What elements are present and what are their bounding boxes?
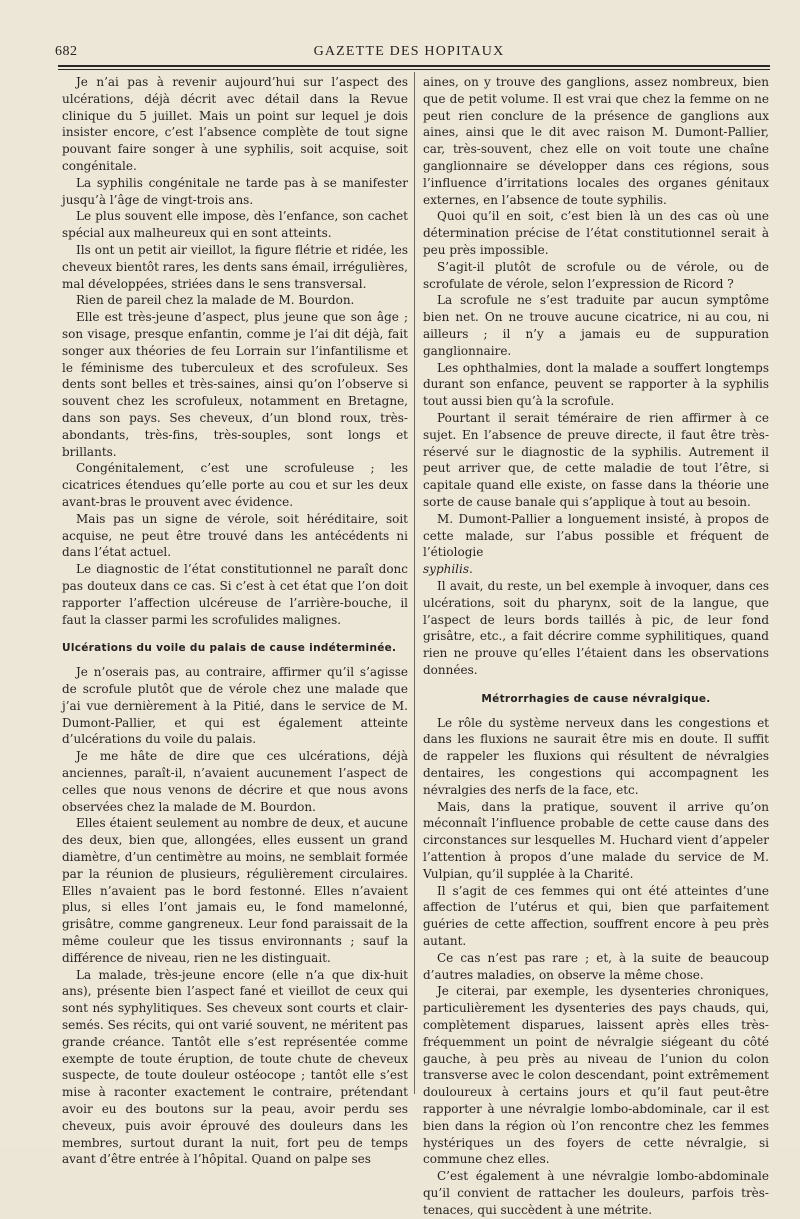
left-paragraphs-a xyxy=(62,74,408,628)
paragraph: Le diagnostic de l’état constitutionnel ne paraît donc pas douteux dans ce cas. Si c’est à cet état que l’on doit rapporter l’affection ulcéreuse de l’arrière-bouche, il faut la classer parmi les scrofulides malignes. xyxy=(62,562,408,627)
paragraph: M. Dumont-Pallier a longuement insisté, à propos de cette malade, sur l’abus possible et fréquent de l’étiologie xyxy=(423,511,769,560)
paragraph: Rien de pareil chez la malade de M. Bourdon. xyxy=(76,293,355,308)
paragraph: La malade, très-jeune encore (elle n’a que dix-huit ans), présente bien l’aspect fané et vieillot de ceux qui sont nés syphylitiques. Ses cheveux sont courts et clair-semés. Ses récits, qui ont varié souvent, ne méritent pas grande créance. Tantôt elle s’est représentée comme exempte de toute éruption, de toute chute de cheveux suspecte, de toute douleur ostéocope ; tantôt elle s’est mise à raconter exactement le contraire, prétendant avoir eu des boutons sur la peau, avoir perdu ses cheveux, puis avoir éprouvé des douleurs dans les membres, surtout durant la nuit, fort peu de temps avant d’être entrée à l’hôpital. Quand on palpe ses xyxy=(62,967,408,1167)
paragraph: Je me hâte de dire que ces ulcérations, déjà anciennes, paraît-il, n’avaient aucunement l’aspect de celles que nous venons de décrire et que nous avons observées chez la malade de M. Bourdon. xyxy=(62,749,408,814)
header-rule-thick xyxy=(58,65,770,67)
paragraph: C’est également à une névralgie lombo-abdominale qu’il convient de rattacher les douleurs, parfois très-tenaces, qui succèdent à une métrite. xyxy=(423,1169,769,1217)
section-heading-metrorrhagies: Métrorrhagies de cause névralgique. xyxy=(481,692,711,705)
paragraph: La scrofule ne s’est traduite par aucun symptôme bien net. On ne trouve aucune cicatrice, ni au cou, ni ailleurs ; il n’y a jamais eu de suppuration ganglionnaire. xyxy=(423,293,769,358)
italic-word: syphilis. xyxy=(423,562,473,577)
left-column xyxy=(62,74,408,1168)
paragraph: Congénitalement, c’est une scrofuleuse ; les cicatrices étendues qu’elle porte au cou et sur les deux avant-bras le prouvent avec évidence. xyxy=(62,461,408,509)
paragraph: Elles étaient seulement au nombre de deux, et aucune des deux, bien que, allongées, elles eussent un grand diamètre, d’un centimètre au moins, ne semblait formée par la réunion de plusieurs, régulièrement circulaires. Elles n’avaient pas le bord festonné. Elles n’avaient plus, si elles l’ont jamais eu, le fond mamelonné, grisâtre, comme gangreneux. Leur fond paraissait de la même couleur que les tissus environnants ; sauf la différence de niveau, rien ne les distinguait. xyxy=(62,816,408,965)
paragraph: La syphilis congénitale ne tarde pas à se manifester jusqu’à l’âge de vingt-trois ans. xyxy=(62,175,408,207)
paragraph: Elle est très-jeune d’aspect, plus jeune que son âge ; son visage, presque enfantin, comme je l’ai dit déjà, fait songer aux théories de feu Lorrain sur l’infantilisme et le féminisme des tuberculeux et des scrofuleux. Ses dents sont belles et très-saines, ainsi qu’on l’observe si souvent chez les scrofuleux, notamment en Bretagne, dans son pays. Ses cheveux, d’un blond roux, très-abondants, très-fins, très-souples, sont longs et brillants. xyxy=(62,310,408,459)
page-number: 682 xyxy=(55,44,78,59)
paragraph: Je n’ai pas à revenir aujourd’hui sur l’aspect des ulcérations, déjà décrit avec détail dans la Revue clinique du 5 juillet. Mais un point sur lequel je dois insister encore, c’est l’absence complète de tout signe pouvant faire songer à une syphilis, soit acquise, soit congénitale. xyxy=(62,75,408,173)
paragraph: Le plus souvent elle impose, dès l’enfance, son cachet spécial aux malheureux qui en sont atteints. xyxy=(62,209,408,241)
paragraph: Il s’agit de ces femmes qui ont été atteintes d’une affection de l’utérus et qui, bien que parfaitement guéries de cette affection, souffrent encore à peu près autant. xyxy=(423,883,769,949)
paragraph: Pourtant il serait téméraire de rien affirmer à ce sujet. En l’absence de preuve directe, il faut être très-réservé sur le diagnostic de la syphilis. Autrement il peut arriver que, de cette maladie de tout l’être, si capitale quand elle existe, on fasse dans la théorie une sorte de cause banale qui s’applique à tout au besoin. xyxy=(423,410,769,509)
column-divider xyxy=(414,72,415,1094)
left-paragraphs-b xyxy=(62,664,408,1168)
paragraph: Quoi qu’il en soit, c’est bien là un des cas où une détermination précise de l’état constitutionnel serait à peu près impossible. xyxy=(423,209,769,257)
right-column xyxy=(423,74,769,1219)
paragraph: S’agit-il plutôt de scrofule ou de vérole, ou de scrofulate de vérole, selon l’expression de Ricord ? xyxy=(423,259,769,291)
header-rule-thin xyxy=(58,69,770,70)
paragraph: Il avait, du reste, un bel exemple à invoquer, dans ces ulcérations, soit du pharynx, soit de la langue, que l’aspect de leurs bords taillés à pic, de leur fond grisâtre, etc., a fait décrire comme syphilitiques, quand rien ne prouve qu’elles l’étaient dans les observations données. xyxy=(423,578,769,677)
running-title: GAZETTE DES HOPITAUX xyxy=(313,44,505,59)
paragraph: Ils ont un petit air vieillot, la figure flétrie et ridée, les cheveux bientôt rares, les dents sans émail, irrégulières, mal développées, striées dans le sens transversal. xyxy=(62,242,408,291)
paragraph: Mais pas un signe de vérole, soit héréditaire, soit acquise, ne peut être trouvé dans les antécédents ni dans l’état actuel. xyxy=(62,511,408,560)
paragraph: Ce cas n’est pas rare ; et, à la suite de beaucoup d’autres maladies, on observe la même chose. xyxy=(423,950,769,982)
paragraph: aines, on y trouve des ganglions, assez nombreux, bien que de petit volume. Il est vrai que chez la femme on ne peut rien conclure de la présence de ganglions aux aines, ainsi que le dit avec raison M. Dumont-Pallier, car, très-souvent, chez elle on voit toute une chaîne ganglionnaire se développer dans ces régions, sous l’influence d’irritations locales des organes génitaux externes, en l’absence de toute syphilis. xyxy=(423,75,769,207)
right-paragraphs-b xyxy=(423,715,769,1219)
italic-line xyxy=(423,561,769,578)
paragraph: Je n’oserais pas, au contraire, affirmer qu’il s’agisse de scrofule plutôt que de vérole chez une malade que j’ai vue dernièrement à la Pitié, dans le service de M. Dumont-Pallier, et qui est également atteinte d’ulcérations du voile du palais. xyxy=(62,665,408,747)
paragraph: Le rôle du système nerveux dans les congestions et dans les fluxions ne saurait être mis en doute. Il suffit de rappeler les fluxions qui résultent de névralgies dentaires, les congestions qui accompagnent les névralgies des nerfs de la face, etc. xyxy=(423,715,769,797)
section-heading-ulcerations: Ulcérations du voile du palais de cause indéterminée. xyxy=(62,642,397,655)
paragraph: Je citerai, par exemple, les dysenteries chroniques, particulièrement les dysenteries des pays chauds, qui, complètement disparues, laissent après elles très-fréquemment un point de névralgie siégeant du côté gauche, à peu près au niveau de l’union du colon transverse avec le colon descendant, point extrêmement douloureux à certains jours et qu’il faut peut-être rapporter à une névralgie lombo-abdominale, car il est bien dans la région où l’on rencontre chez les femmes hystériques un des foyers de cette névralgie, si commune chez elles. xyxy=(423,984,769,1167)
right-paragraphs-a xyxy=(423,74,769,679)
paragraph: Les ophthalmies, dont la malade a souffert longtemps durant son enfance, peuvent se rapporter à la syphilis tout aussi bien qu’à la scrofule. xyxy=(423,360,769,409)
page-header xyxy=(50,42,768,64)
paragraph: Mais, dans la pratique, souvent il arrive qu’on méconnaît l’influence probable de cette cause dans des circonstances sur lesquelles M. Huchard vient d’appeler l’attention à propos d’une malade du service de M. Vulpian, qu’il supplée à la Charité. xyxy=(423,799,769,881)
